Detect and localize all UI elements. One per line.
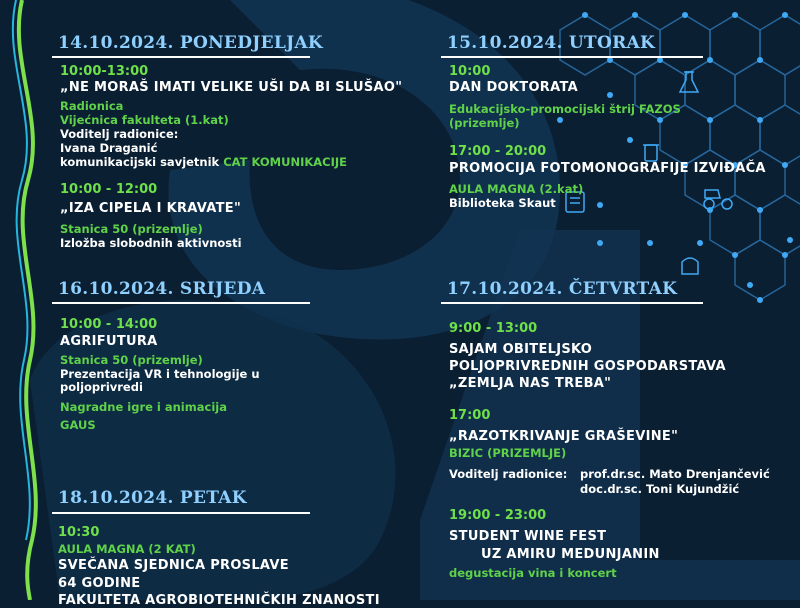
event-location: Vijećnica fakulteta (1.kat) xyxy=(60,113,229,127)
event-title: SAJAM OBITELJSKO xyxy=(449,342,593,357)
event-type: Radionica xyxy=(60,99,124,113)
tractor-icon xyxy=(704,190,732,209)
event-title: „IZA CIPELA I KRAVATE" xyxy=(60,201,242,216)
host-company: CAT KOMUNIKACIJE xyxy=(223,155,348,169)
event-title: PROMOCIJA FOTOMONOGRAFIJE IZVIĐAČA xyxy=(449,161,766,176)
cow-icon xyxy=(682,258,698,274)
event-time: 17:00 - 20:00 xyxy=(449,144,547,159)
event-partner: GAUS xyxy=(60,418,96,432)
event-location: Stanica 50 (prizemlje) xyxy=(60,222,203,236)
event-location: AULA MAGNA (2 KAT) xyxy=(58,542,196,556)
event-description: Izložba slobodnih aktivnosti xyxy=(60,236,242,250)
event-title: AGRIFUTURA xyxy=(60,334,158,349)
host-role-line xyxy=(60,155,347,169)
day-header-thursday: 17.10.2024. ČETVRTAK xyxy=(447,279,678,299)
header-underline xyxy=(52,512,310,514)
event-time: 19:00 - 23:00 xyxy=(449,508,547,523)
event-location: BIZIC (PRIZEMLJE) xyxy=(449,446,567,460)
event-description: poljoprivredi xyxy=(60,380,143,394)
event-description: (prizemlje) xyxy=(449,116,520,130)
host-name: doc.dr.sc. Toni Kujundžić xyxy=(580,482,740,496)
event-title: SVEČANA SJEDNICA PROSLAVE xyxy=(58,558,289,573)
event-title: „NE MORAŠ IMATI VELIKE UŠI DA BI SLUŠAO" xyxy=(60,80,403,95)
event-location: AULA MAGNA (2.kat) xyxy=(449,182,584,196)
day-header-wednesday: 16.10.2024. SRIJEDA xyxy=(58,279,266,299)
day-header-monday: 14.10.2024. PONEDJELJAK xyxy=(58,33,323,53)
host-role: komunikacijski savjetnik xyxy=(60,155,220,169)
event-description: Edukacijsko-promocijski štrij FAZOS xyxy=(449,102,681,116)
event-extra: Nagradne igre i animacija xyxy=(60,400,227,414)
day-header-friday: 18.10.2024. PETAK xyxy=(58,488,247,508)
event-time: 17:00 xyxy=(449,408,491,423)
event-time: 10:00 xyxy=(449,64,491,79)
event-description: Prezentacija VR i tehnologije u xyxy=(60,367,260,381)
event-time: 10:00 - 14:00 xyxy=(60,317,158,332)
event-time: 10:00-13:00 xyxy=(60,64,149,79)
event-title: DAN DOKTORATA xyxy=(449,80,578,95)
beaker-icon xyxy=(643,145,659,161)
host-label: Voditelj radionice: xyxy=(449,467,568,481)
event-description: degustacija vina i koncert xyxy=(449,566,617,580)
event-time: 9:00 - 13:00 xyxy=(449,321,538,336)
event-title: „RAZOTKRIVANJE GRAŠEVINE" xyxy=(449,429,679,444)
event-title: POLJOPRIVREDNIH GOSPODARSTAVA xyxy=(449,359,726,374)
host-name: prof.dr.sc. Mato Drenjančević xyxy=(580,467,770,481)
host-label: Voditelj radionice: xyxy=(60,127,179,141)
event-partner: Biblioteka Skaut xyxy=(449,196,556,210)
event-time: 10:30 xyxy=(58,525,100,540)
event-title: FAKULTETA AGROBIOTEHNIČKIH ZNANOSTI xyxy=(58,593,380,608)
header-underline xyxy=(441,302,703,304)
event-location: Stanica 50 (prizemlje) xyxy=(60,353,203,367)
event-title: UZ AMIRU MEDUNJANIN xyxy=(481,547,660,562)
event-title: 64 GODINE xyxy=(58,576,141,591)
event-title: „ZEMLJA NAS TREBA" xyxy=(449,376,612,391)
header-underline xyxy=(52,56,310,58)
host-name: Ivana Draganić xyxy=(60,141,158,155)
header-underline xyxy=(441,56,703,58)
event-time: 10:00 - 12:00 xyxy=(60,182,158,197)
day-header-tuesday: 15.10.2024. UTORAK xyxy=(447,33,656,53)
header-underline xyxy=(52,302,310,304)
event-title: STUDENT WINE FEST xyxy=(449,529,607,544)
flask-icon xyxy=(680,72,698,92)
